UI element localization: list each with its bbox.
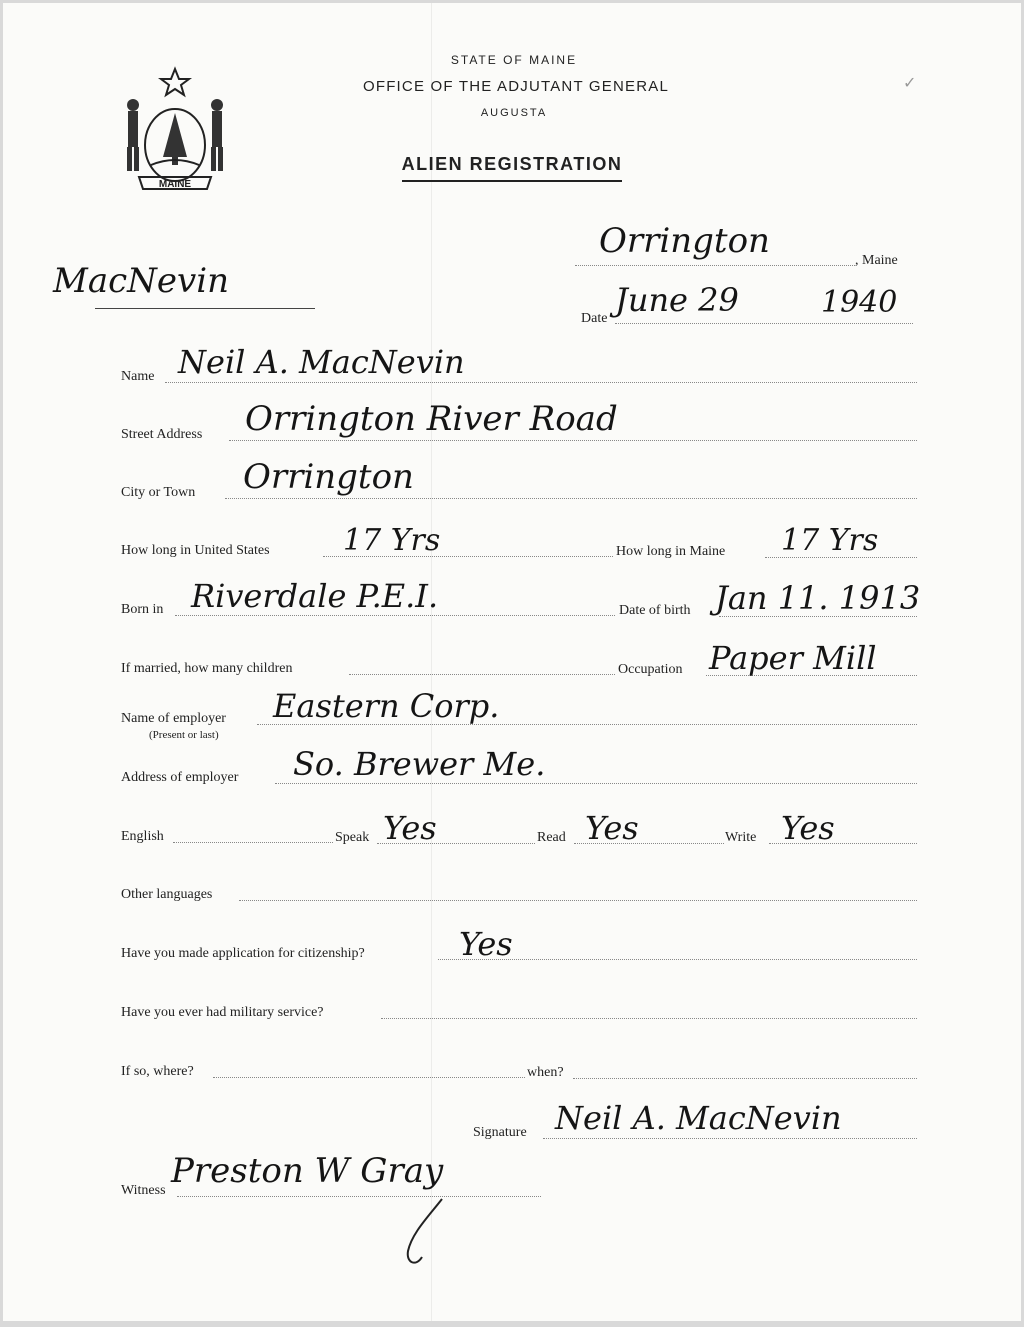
married-label: If married, how many children [121,661,293,676]
if-so-where-label: If so, where? [121,1064,194,1079]
street-line [229,440,917,441]
date-label: Date [581,311,608,326]
other-languages-label: Other languages [121,887,213,902]
read-label: Read [537,830,566,845]
date-line [615,323,913,324]
if-so-where-line [213,1077,525,1078]
english-label: English [121,829,164,844]
state-heading: STATE OF MAINE [450,53,578,67]
year-value: 1940 [821,285,898,320]
when-line [573,1078,917,1079]
dob-label: Date of birth [619,603,691,618]
city-line [225,498,917,499]
signature-line [543,1138,917,1139]
how-long-maine-value: 17 Yrs [781,523,879,558]
write-value: Yes [781,809,835,847]
city-label: City or Town [121,485,196,500]
form-title: ALIEN REGISTRATION [3,154,1021,182]
when-label: when? [527,1065,564,1080]
document-page [3,3,1021,1321]
born-in-label: Born in [121,602,164,617]
employer-value: Eastern Corp. [273,687,500,725]
read-value: Yes [585,809,639,847]
city-value: Orrington [243,457,414,497]
street-value: Orrington River Road [245,399,618,439]
witness-flourish-icon [398,1193,458,1273]
place-line [575,265,855,266]
witness-value: Preston W Gray [171,1151,444,1191]
street-label: Street Address [121,427,203,442]
how-long-us-value: 17 Yrs [343,523,441,558]
office-heading: OFFICE OF THE ADJUTANT GENERAL [362,78,670,95]
citizenship-value: Yes [459,925,513,963]
surname-underline [95,308,315,309]
date-value: June 29 [615,281,739,319]
witness-line [177,1196,541,1197]
maine-label: , Maine [855,253,898,268]
surname-note: MacNevin [53,261,229,301]
employer-note: (Present or last) [149,729,219,741]
speak-value: Yes [383,809,437,847]
paper-fold [431,3,432,1321]
witness-label: Witness [121,1183,166,1198]
employer-address-value: So. Brewer Me. [293,745,546,783]
military-label: Have you ever had military service? [121,1005,324,1020]
born-in-value: Riverdale P.E.I. [191,577,439,615]
married-line [349,674,615,675]
employer-label: Name of employer [121,711,226,726]
speak-label: Speak [335,830,370,845]
name-value: Neil A. MacNevin [178,343,465,381]
name-line [165,382,917,383]
occupation-value: Paper Mill [709,639,877,677]
other-languages-line [239,900,917,901]
write-label: Write [725,830,757,845]
occupation-label: Occupation [618,662,683,677]
dob-value: Jan 11. 1913 [715,579,921,617]
place-value: Orrington [599,221,770,261]
signature-label: Signature [473,1125,527,1140]
signature-value: Neil A. MacNevin [555,1099,842,1137]
employer-address-label: Address of employer [121,770,239,785]
how-long-maine-label: How long in Maine [616,544,726,559]
city-heading: AUGUSTA [480,107,548,119]
citizenship-label: Have you made application for citizenship? [121,946,365,961]
born-in-line [175,615,615,616]
check-mark-icon: ✓ [903,75,917,92]
employer-address-line [275,783,917,784]
name-label: Name [121,369,155,384]
svg-text:MAINE: MAINE [158,179,192,190]
military-line [381,1018,917,1019]
english-line [173,842,333,843]
how-long-us-label: How long in United States [121,543,270,558]
